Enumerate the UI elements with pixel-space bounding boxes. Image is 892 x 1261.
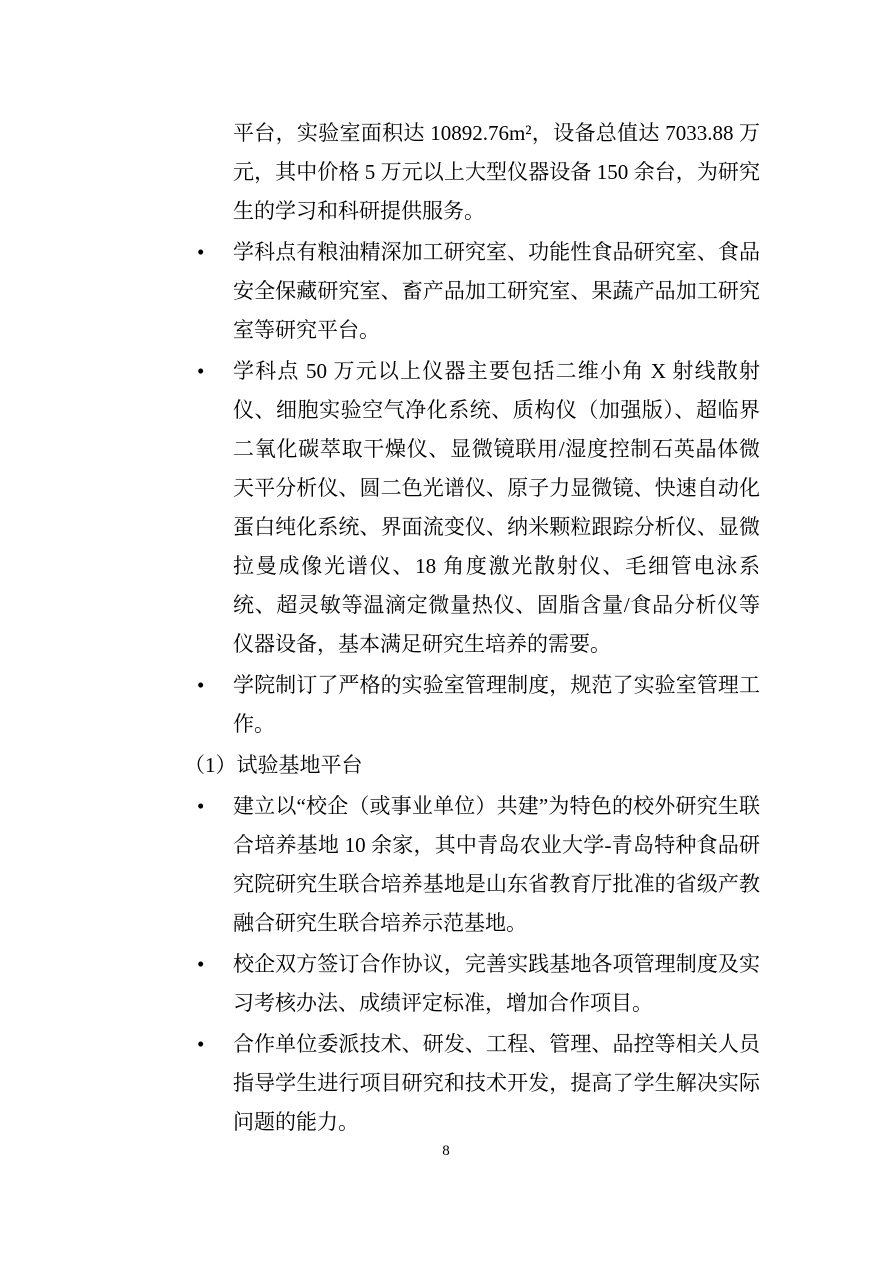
bullet-text: 合作单位委派技术、研发、工程、管理、品控等相关人员指导学生进行项目研究和技术开发，提高了学生解决实际问题的能力。 (233, 1032, 760, 1134)
bullet-item-cooperation-agreements (197, 945, 760, 1023)
intro-paragraph (233, 114, 760, 231)
bullet-item-research-rooms (197, 233, 760, 350)
section-heading (184, 746, 760, 785)
bullet-item-lab-management (197, 666, 760, 744)
bullet-text: 学院制订了严格的实验室管理制度，规范了实验室管理工作。 (233, 673, 760, 736)
intro-paragraph-text: 平台，实验室面积达 10892.76m²，设备总值达 7033.88 万元，其中价格 5 万元以上大型仪器设备 150 余台，为研究生的学习和科研提供服务。 (233, 121, 760, 223)
bullet-text: 学科点 50 万元以上仪器主要包括二维小角 X 射线散射仪、细胞实验空气净化系统、质构仪（加强版）、超临界二氧化碳萃取干燥仪、显微镜联用/湿度控制石英晶体微天平分析仪、圆二色光谱仪、原子力显微镜、快速自动化蛋白纯化系统、界面流变仪、纳米颗粒跟踪分析仪、显微拉曼成像光谱仪、18 角度激光散射仪、毛细管电泳系统、超灵敏等温滴定微量热仪、固脂含量/食品分析仪等仪器设备，基本满足研究生培养的需要。 (233, 359, 760, 656)
bullet-text: 校企双方签订合作协议，完善实践基地各项管理制度及实习考核办法、成绩评定标准，增加合作项目。 (233, 952, 760, 1015)
bullet-text: 学科点有粮油精深加工研究室、功能性食品研究室、食品安全保藏研究室、畜产品加工研究室、果蔬产品加工研究室等研究平台。 (233, 240, 760, 342)
bullet-text: 建立以“校企（或事业单位）共建”为特色的校外研究生联合培养基地 10 余家，其中青岛农业大学-青岛特种食品研究院研究生联合培养基地是山东省教育厅批准的省级产教融合研究生联合培养示范基地。 (233, 794, 760, 935)
bullet-icon: • (197, 794, 205, 818)
bullet-item-partner-staff (197, 1025, 760, 1142)
bullet-icon: • (197, 240, 205, 264)
section-heading-text: （1）试验基地平台 (184, 753, 363, 777)
bullet-icon: • (197, 952, 205, 976)
bullet-item-joint-bases (197, 787, 760, 943)
bullet-icon: • (197, 1032, 205, 1056)
bullet-icon: • (197, 359, 205, 383)
bullet-icon: • (197, 673, 205, 697)
bullet-item-instruments (197, 352, 760, 664)
page-number: 8 (442, 1143, 450, 1159)
